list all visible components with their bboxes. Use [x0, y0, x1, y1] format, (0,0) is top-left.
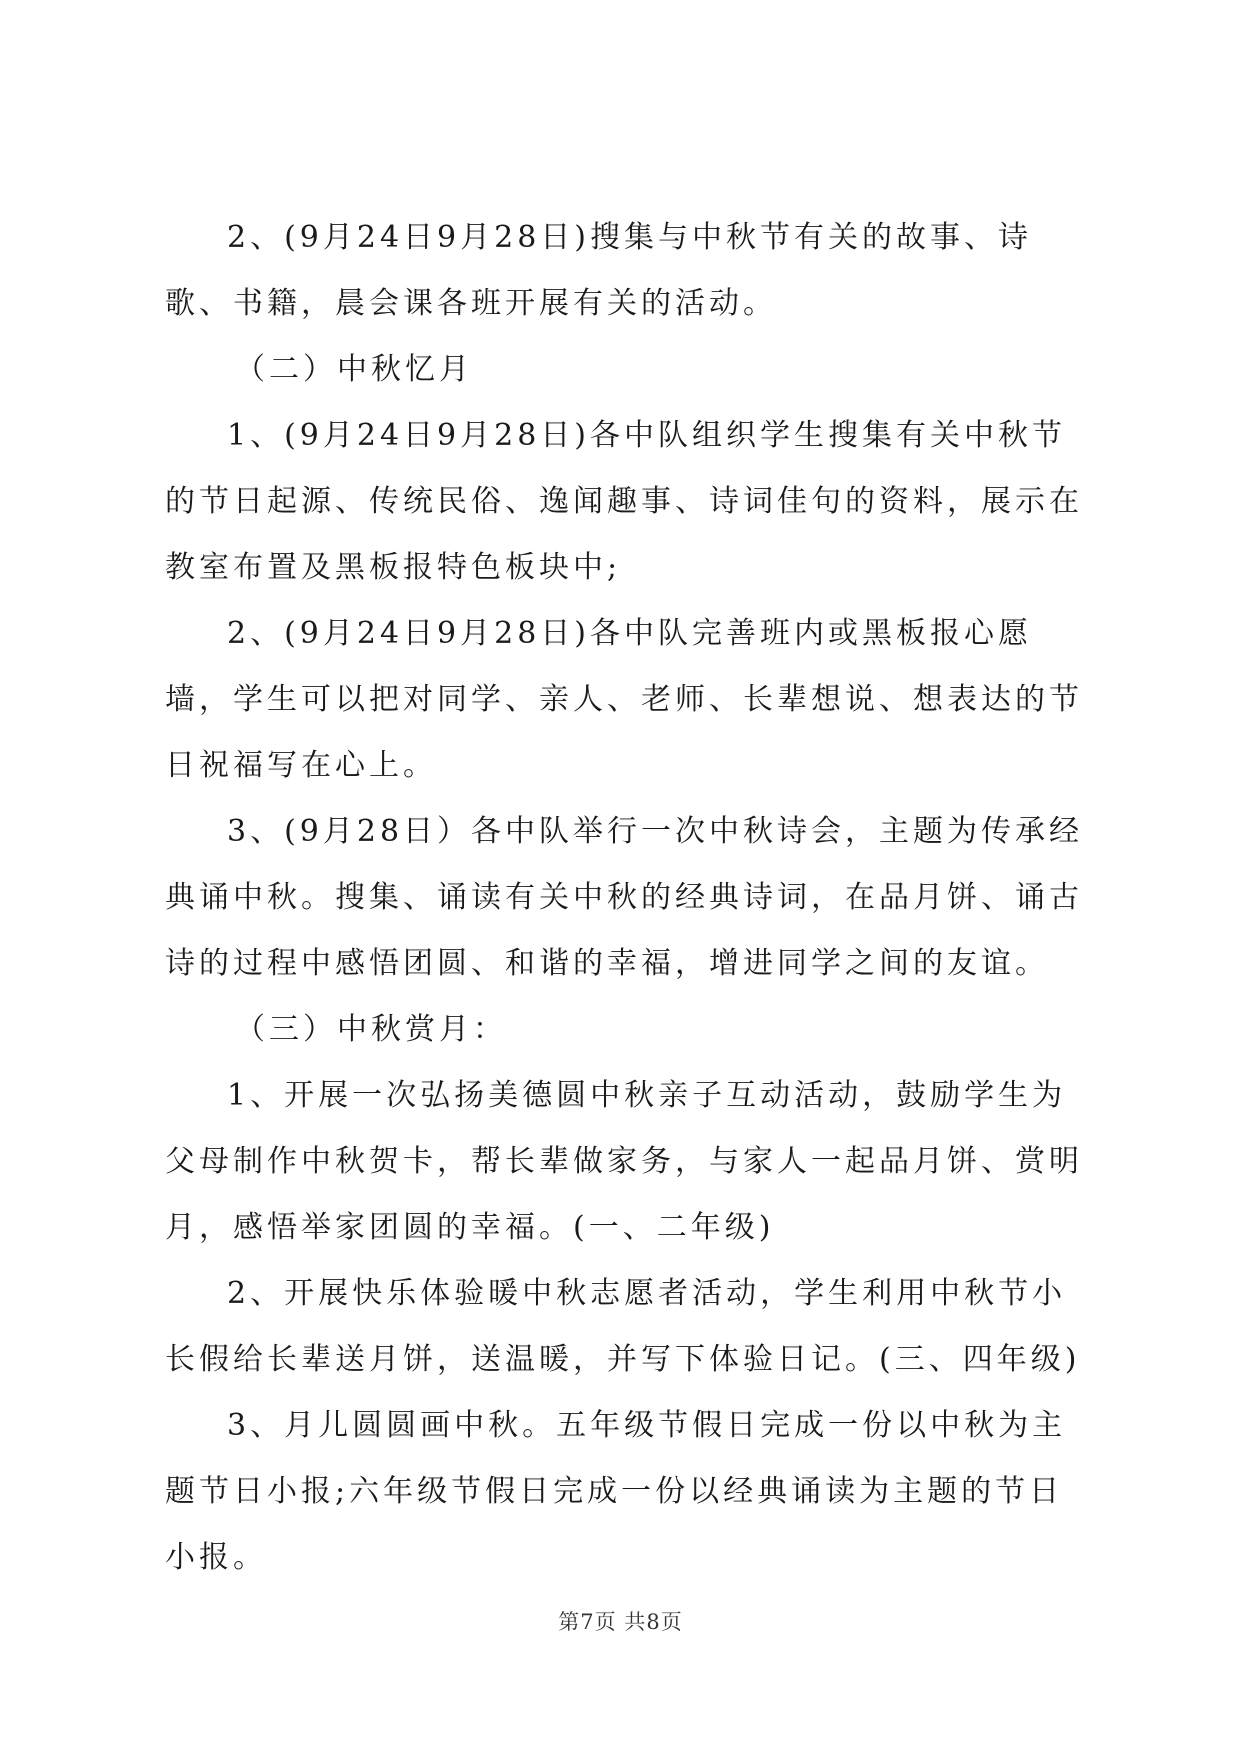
paragraph-volunteer-activity: 2、开展快乐体验暖中秋志愿者活动，学生利用中秋节小长假给长辈送月饼，送温暖，并写下体验日记。(三、四年级) — [165, 1276, 1081, 1377]
paragraph-collect-stories: 2、(9月24日9月28日)搜集与中秋节有关的故事、诗歌、书籍，晨会课各班开展有关的活动。 — [165, 220, 1033, 321]
page-number-footer: 第7页 共8页 — [558, 1610, 683, 1634]
paragraph-newsletter: 3、月儿圆圆画中秋。五年级节假日完成一份以中秋为主题节日小报;六年级节假日完成一份以经典诵读为主题的节日小报。 — [165, 1408, 1067, 1575]
section-heading-recall-moon: （二）中秋忆月 — [235, 352, 473, 387]
paragraph-parent-child-activity: 1、开展一次弘扬美德圆中秋亲子互动活动，鼓励学生为父母制作中秋贺卡，帮长辈做家务，与家人一起品月饼、赏明月，感悟举家团圆的幸福。(一、二年级) — [165, 1078, 1083, 1245]
paragraph-poetry-meeting: 3、(9月28日）各中队举行一次中秋诗会，主题为传承经典诵中秋。搜集、诵读有关中秋的经典诗词，在品月饼、诵古诗的过程中感悟团圆、和谐的幸福，增进同学之间的友谊。 — [165, 814, 1084, 981]
paragraph-collect-materials: 1、(9月24日9月28日)各中队组织学生搜集有关中秋节的节日起源、传统民俗、逸闻趣事、诗词佳句的资料，展示在教室布置及黑板报特色板块中; — [165, 418, 1083, 585]
document-body — [165, 205, 1087, 1591]
paragraph-wish-wall: 2、(9月24日9月28日)各中队完善班内或黑板报心愿墙，学生可以把对同学、亲人、老师、长辈想说、想表达的节日祝福写在心上。 — [165, 616, 1083, 783]
section-heading-admire-moon: （三）中秋赏月： — [235, 1012, 507, 1047]
